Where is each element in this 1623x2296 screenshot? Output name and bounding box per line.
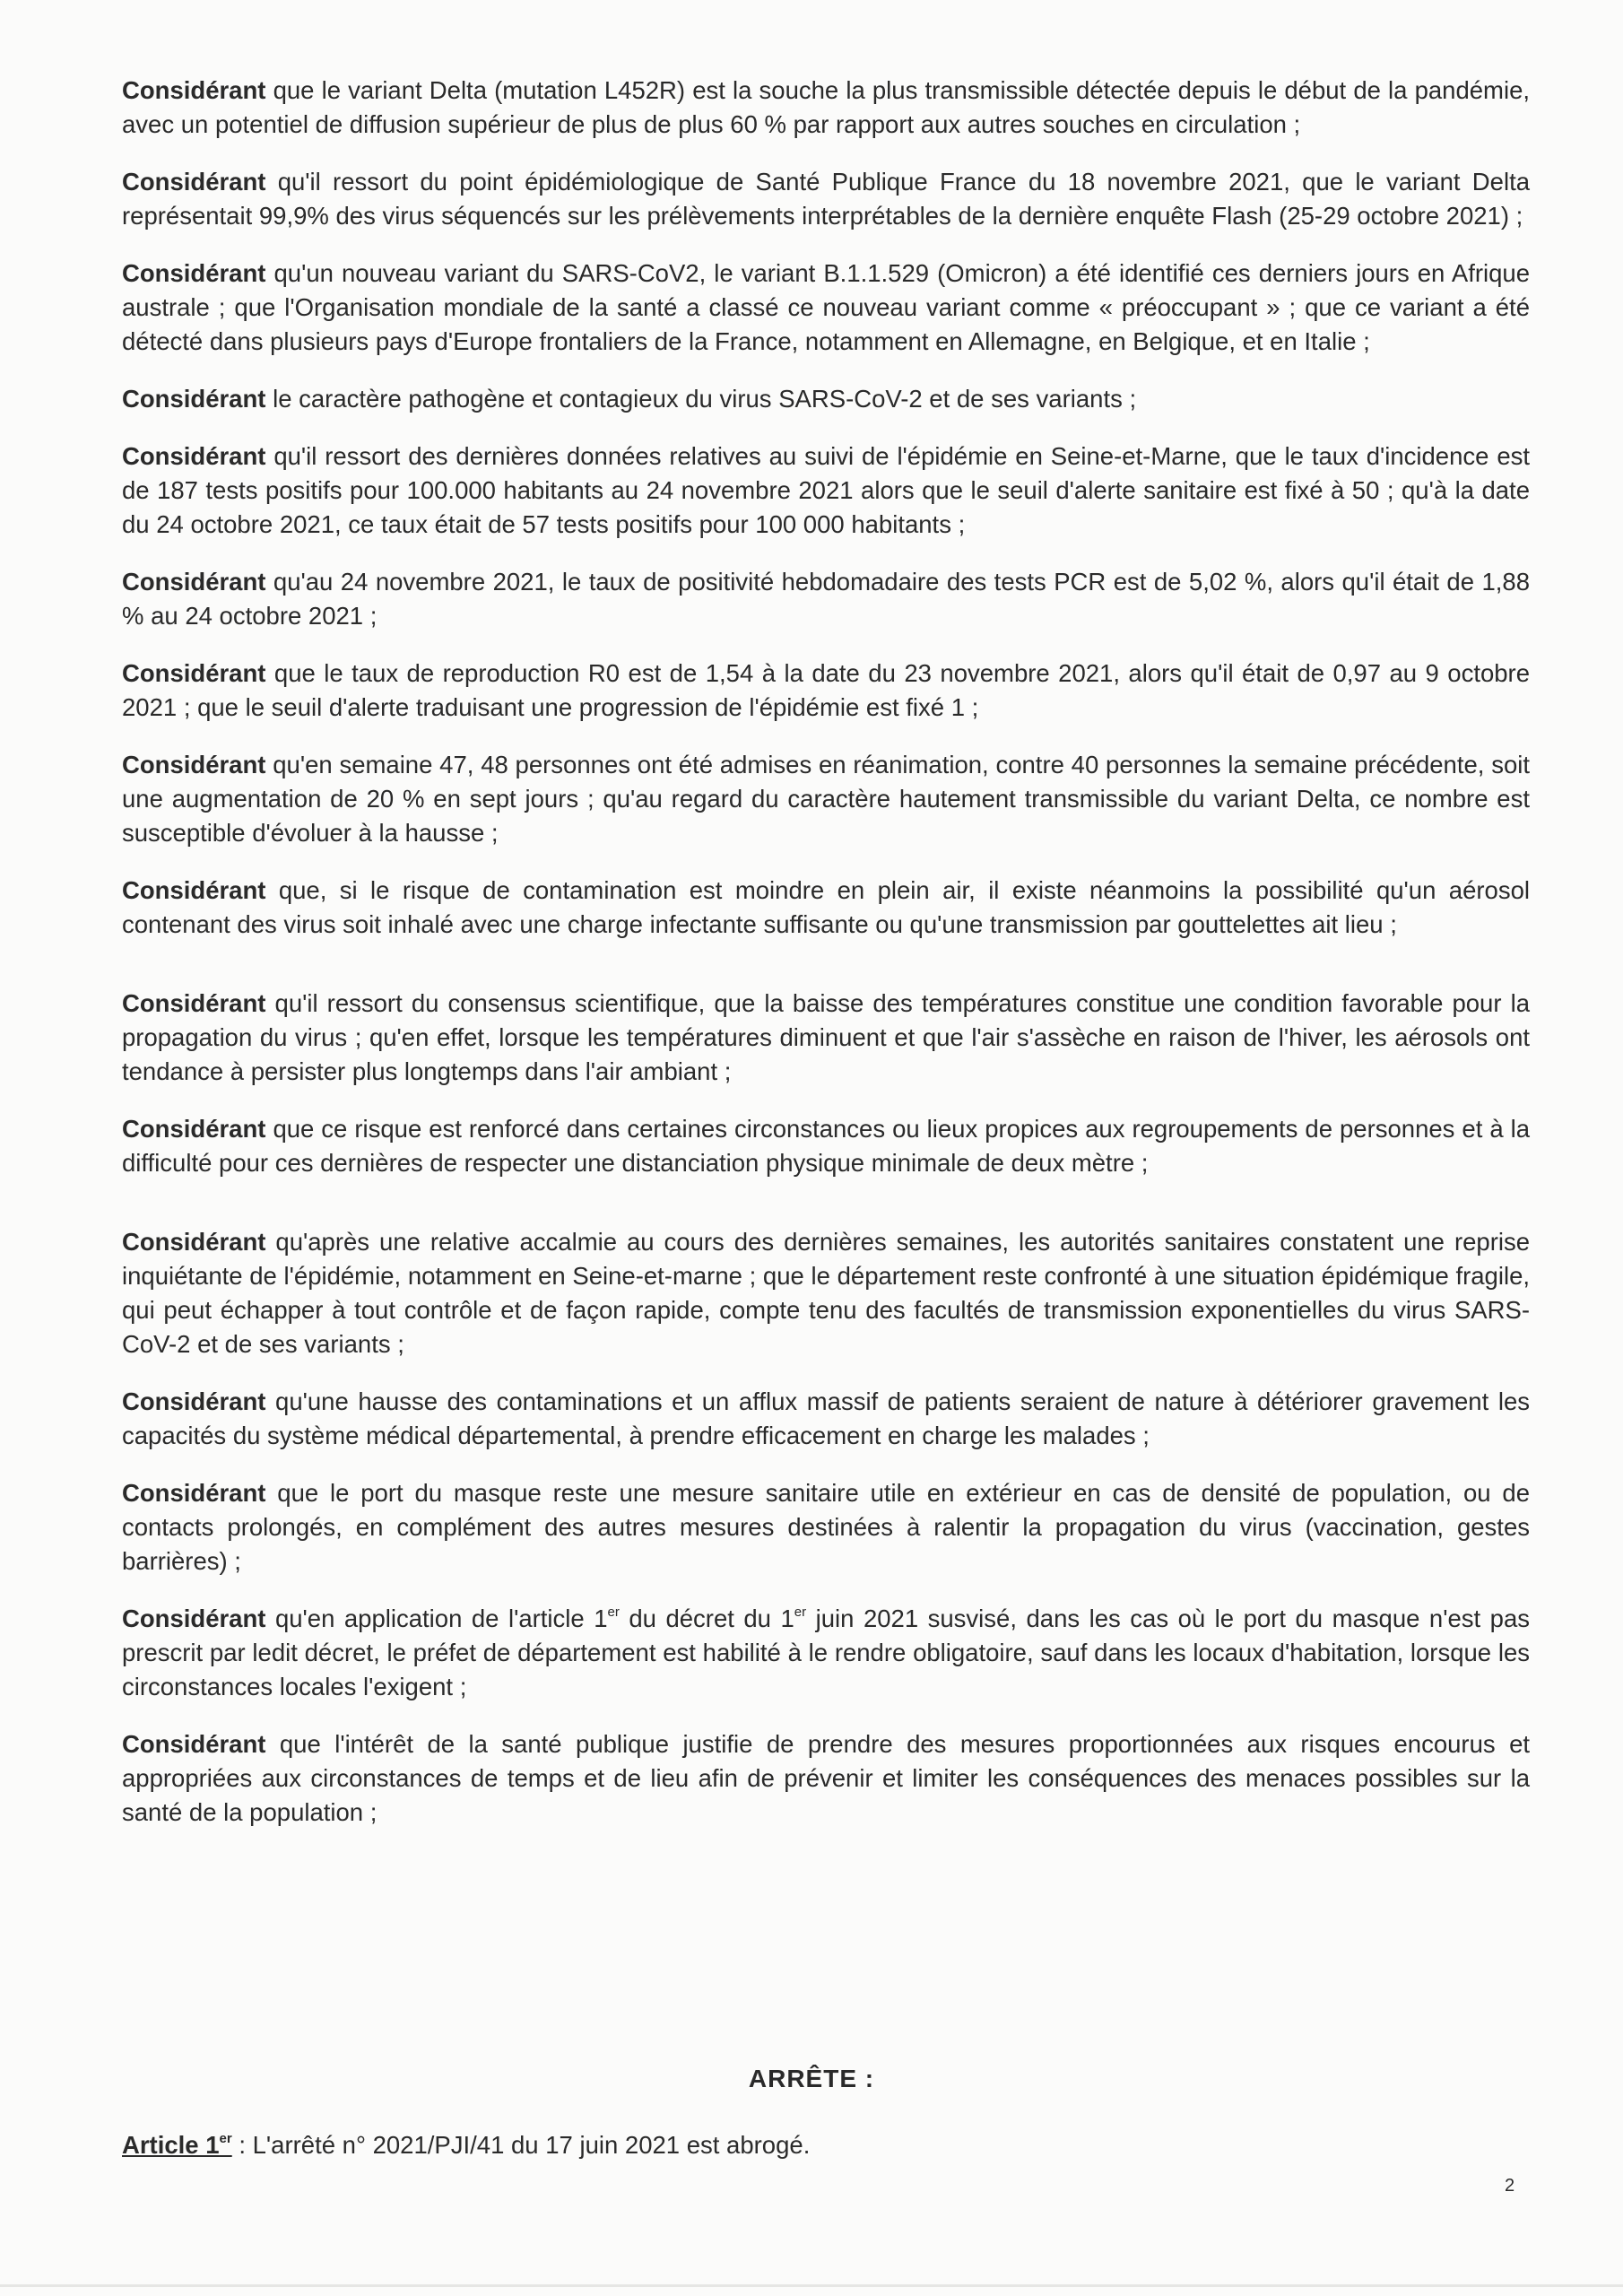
considerant-text: qu'un nouveau variant du SARS-CoV2, le variant B.1.1.529 (Omicron) a été identifié ces derniers jours en Afrique australe ; que l'Organisation mondiale de la santé a classé ce nouveau variant comme « préoccupant » ; que ce variant a été détecté dans plusieurs pays d'Europe frontaliers de la France, notamment en Allemagne, en Belgique, et en Italie ; xyxy=(122,259,1530,355)
considerant-text: que l'intérêt de la santé publique justifie de prendre des mesures proportionnées aux risques encourus et appropriées aux circonstances de temps et de lieu afin de prévenir et limiter les conséquences des menaces possibles sur la santé de la population ; xyxy=(122,1730,1531,1826)
considerant-text: qu'il ressort du consensus scientifique, que la baisse des températures constitue une condition favorable pour la propagation du virus ; qu'en effet, lorsque les températures diminuent et que l'air s'assèche en raison de l'hiver, les aérosols ont tendance à persister plus longtemps dans l'air ambiant ; xyxy=(122,989,1530,1085)
considerant-lead: Considérant xyxy=(122,1228,266,1256)
considerant-paragraph xyxy=(122,657,1530,725)
considerant-lead: Considérant xyxy=(122,1730,266,1758)
considerant-paragraph xyxy=(122,1476,1530,1578)
considerant-paragraph xyxy=(122,1112,1530,1180)
considerant-paragraph xyxy=(122,165,1530,233)
considerant-lead: Considérant xyxy=(122,568,266,596)
considerant-paragraph xyxy=(122,382,1530,416)
considerant-lead: Considérant xyxy=(122,659,266,687)
considerant-text: que, si le risque de contamination est moindre en plein air, il existe néanmoins la possibilité qu'un aérosol contenant des virus soit inhalé avec une charge infectante suffisante ou qu'une transmission par gouttelettes ait lieu ; xyxy=(122,876,1530,938)
considerant-lead: Considérant xyxy=(122,989,266,1017)
considerant-paragraph xyxy=(122,748,1530,850)
considerant-lead: Considérant xyxy=(122,259,266,287)
considerant-text: qu'en semaine 47, 48 personnes ont été admises en réanimation, contre 40 personnes la semaine précédente, soit une augmentation de 20 % en sept jours ; qu'au regard du caractère hautement transmissible du variant Delta, ce nombre est susceptible d'évoluer à la hausse ; xyxy=(122,751,1531,847)
considerant-paragraph xyxy=(122,1385,1530,1453)
article-label-text: Article 1 xyxy=(122,2131,220,2159)
considerant-text: qu'il ressort des dernières données relatives au suivi de l'épidémie en Seine-et-Marne, que le taux d'incidence est de 187 tests positifs pour 100.000 habitants au 24 novembre 2021 alors que le seuil d'alerte sanitaire est fixé à 50 ; qu'à la date du 24 octobre 2021, ce taux était de 57 tests positifs pour 100 000 habitants ; xyxy=(122,442,1531,538)
considerant-text: que le taux de reproduction R0 est de 1,54 à la date du 23 novembre 2021, alors qu'il était de 0,97 au 9 octobre 2021 ; que le seuil d'alerte traduisant une progression de l'épidémie est fixé 1 ; xyxy=(122,659,1530,721)
considerant-paragraph xyxy=(122,987,1530,1089)
considerant-paragraph xyxy=(122,1727,1530,1830)
considerant-paragraph xyxy=(122,565,1530,633)
considerant-paragraph xyxy=(122,74,1530,142)
considerant-text: qu'en application de l'article 1 xyxy=(274,1605,608,1632)
considerant-lead: Considérant xyxy=(122,1605,266,1632)
considerant-lead: Considérant xyxy=(122,1387,266,1415)
considerant-text: le caractère pathogène et contagieux du virus SARS-CoV-2 et de ses variants ; xyxy=(273,385,1137,413)
considerant-lead: Considérant xyxy=(122,751,266,778)
considerant-lead: Considérant xyxy=(122,76,266,104)
considerant-text: du décret du 1 xyxy=(619,1605,794,1632)
considerant-lead: Considérant xyxy=(122,168,266,196)
considerant-text: qu'il ressort du point épidémiologique de Santé Publique France du 18 novembre 2021, que le variant Delta représentait 99,9% des virus séquencés sur les prélèvements interprétables de la dernière enquête Flash (25-29 octobre 2021) ; xyxy=(122,168,1530,230)
considerant-text: qu'au 24 novembre 2021, le taux de positivité hebdomadaire des tests PCR est de 5,02 %, alors qu'il était de 1,88 % au 24 octobre 2021 ; xyxy=(122,568,1531,630)
considerant-lead: Considérant xyxy=(122,1115,266,1143)
considerant-lead: Considérant xyxy=(122,1479,266,1507)
considerant-lead: Considérant xyxy=(122,385,266,413)
considerant-paragraph xyxy=(122,874,1530,942)
article-label xyxy=(122,2131,232,2159)
considerant-lead: Considérant xyxy=(122,876,266,904)
article-1 xyxy=(122,2128,810,2162)
article-label-sup: er xyxy=(219,2130,232,2146)
superscript-ordinal: er xyxy=(607,1604,620,1620)
article-text: L'arrêté n° 2021/PJI/41 du 17 juin 2021 est abrogé. xyxy=(252,2131,811,2159)
article-separator: : xyxy=(231,2131,253,2159)
considerant-text: que le port du masque reste une mesure sanitaire utile en extérieur en cas de densité de population, ou de contacts prolongés, en complément des autres mesures destinées à ralentir la propagation du virus (vaccination, gestes barrières) ; xyxy=(122,1479,1530,1575)
considerant-paragraph xyxy=(122,439,1530,542)
considerant-text: juin 2021 susvisé, dans les cas où le port du masque n'est pas prescrit par ledit décret, le préfet de département est habilité à le rendre obligatoire, sauf dans les locaux d'habitation, lorsque les circonstances locales l'exigent ; xyxy=(122,1605,1530,1700)
page-number: 2 xyxy=(1505,2176,1515,2196)
scan-bottom-edge xyxy=(0,2284,1623,2287)
considerant-paragraph xyxy=(122,1602,1530,1704)
considerant-text: que ce risque est renforcé dans certaines circonstances ou lieux propices aux regroupements de personnes et à la difficulté pour ces dernières de respecter une distanciation physique minimale de deux mètre ; xyxy=(122,1115,1531,1177)
document-body xyxy=(122,74,1530,1853)
superscript-ordinal: er xyxy=(794,1604,807,1620)
considerant-text: que le variant Delta (mutation L452R) est la souche la plus transmissible détectée depuis le début de la pandémie, avec un potentiel de diffusion supérieur de plus de plus 60 % par rapport aux autres souches en circulation ; xyxy=(122,76,1531,138)
considerant-lead: Considérant xyxy=(122,442,266,470)
considerant-text: qu'après une relative accalmie au cours des dernières semaines, les autorités sanitaires constatent une reprise inquiétante de l'épidémie, notamment en Seine-et-marne ; que le département reste confronté à une situation épidémique fragile, qui peut échapper à tout contrôle et de façon rapide, compte tenu des facultés de transmission exponentielles du virus SARS-CoV-2 et de ses variants ; xyxy=(122,1228,1531,1358)
arrete-heading: ARRÊTE : xyxy=(748,2065,875,2092)
considerant-text: qu'une hausse des contaminations et un afflux massif de patients seraient de nature à détériorer gravement les capacités du système médical départemental, à prendre efficacement en charge les malades ; xyxy=(122,1387,1531,1449)
considerant-paragraph xyxy=(122,1225,1530,1361)
considerant-paragraph xyxy=(122,257,1530,359)
